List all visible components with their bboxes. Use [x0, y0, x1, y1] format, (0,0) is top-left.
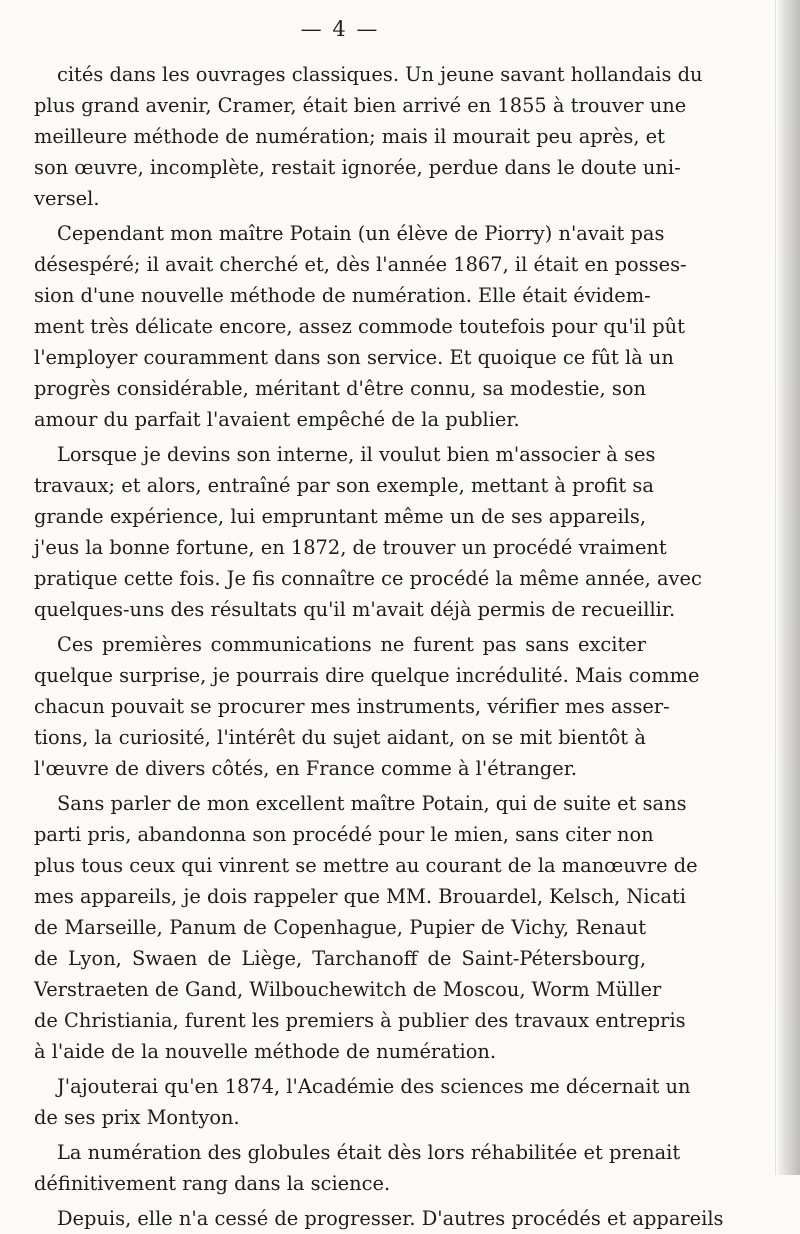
paragraph — [34, 629, 700, 784]
page-number: — 4 — — [300, 17, 380, 41]
text-line: de Marseille, Panum de Copenhague, Pupier de Vichy, Renaut — [34, 916, 646, 939]
text-line: ment très délicate encore, assez commode toutefois pour qu'il pût — [34, 315, 685, 338]
text-line: versel. — [34, 187, 100, 210]
text-line: parti pris, abandonna son procédé pour le mien, sans citer non — [34, 823, 654, 846]
text-line: Depuis, elle n'a cessé de progresser. D'autres procédés et appareils — [57, 1207, 724, 1230]
text-line: de Christiania, furent les premiers à publier des travaux entrepris — [34, 1009, 686, 1032]
text-line: quelques-uns des résultats qu'il m'avait déjà permis de recueillir. — [34, 598, 676, 621]
text-line: chacun pouvait se procurer mes instruments, vérifier mes asser- — [34, 695, 670, 718]
paragraph — [34, 218, 687, 435]
text-line: tions, la curiosité, l'intérêt du sujet aidant, on se mit bientôt à — [34, 726, 646, 749]
paragraph — [34, 59, 703, 214]
text-line: de Lyon, Swaen de Liège, Tarchanoff de Saint-Pétersbourg, — [34, 947, 646, 970]
text-line: grande expérience, lui empruntant même un de ses appareils, — [34, 505, 646, 528]
text-line: à l'aide de la nouvelle méthode de numération. — [34, 1040, 497, 1063]
text-line: sion d'une nouvelle méthode de numération. Elle était évidem- — [34, 284, 651, 307]
text-line: définitivement rang dans la science. — [34, 1172, 391, 1195]
text-line: Cependant mon maître Potain (un élève de Piorry) n'avait pas — [57, 222, 665, 245]
text-line: Sans parler de mon excellent maître Potain, qui de suite et sans — [57, 792, 687, 815]
text-line: La numération des globules était dès lors réhabilitée et prenait — [57, 1141, 681, 1164]
text-line: travaux; et alors, entraîné par son exemple, mettant à profit sa — [34, 474, 654, 497]
page-text — [34, 14, 724, 1234]
text-line: Verstraeten de Gand, Wilbouchewitch de Moscou, Worm Müller — [34, 978, 662, 1001]
paragraph — [34, 1203, 724, 1234]
paragraphs-container — [34, 59, 724, 1234]
text-line: l'œuvre de divers côtés, en France comme à l'étranger. — [34, 757, 577, 780]
text-line: amour du parfait l'avaient empêché de la publier. — [34, 408, 520, 431]
text-line: mes appareils, je dois rappeler que MM. Brouardel, Kelsch, Nicati — [34, 885, 687, 908]
text-line: l'employer couramment dans son service. Et quoique ce fût là un — [34, 346, 674, 369]
text-line: désespéré; il avait cherché et, dès l'année 1867, il était en posses- — [34, 253, 687, 276]
text-line: J'ajouterai qu'en 1874, l'Académie des sciences me décernait un — [57, 1075, 691, 1098]
text-line: plus tous ceux qui vinrent se mettre au courant de la manœuvre de — [34, 854, 698, 877]
text-line: de ses prix Montyon. — [34, 1106, 240, 1129]
paragraph — [34, 1137, 681, 1199]
text-line: j'eus la bonne fortune, en 1872, de trouver un procédé vraiment — [34, 536, 667, 559]
paragraph — [34, 788, 698, 1067]
text-line: pratique cette fois. Je fis connaître ce procédé la même année, avec — [34, 567, 702, 590]
page-edge-line — [775, 0, 776, 1175]
text-line: cités dans les ouvrages classiques. Un jeune savant hollandais du — [57, 63, 703, 86]
text-line: meilleure méthode de numération; mais il mourait peu après, et — [34, 125, 665, 148]
text-line: progrès considérable, méritant d'être connu, sa modestie, son — [34, 377, 646, 400]
text-line: son œuvre, incomplète, restait ignorée, perdue dans le doute uni- — [34, 156, 681, 179]
page-edge-shadow — [778, 0, 800, 1175]
text-line: Ces premières communications ne furent pas sans exciter — [57, 633, 646, 656]
paragraph — [34, 439, 702, 625]
paragraph — [34, 1071, 691, 1133]
text-line: Lorsque je devins son interne, il voulut bien m'associer à ses — [57, 443, 656, 466]
text-line: plus grand avenir, Cramer, était bien arrivé en 1855 à trouver une — [34, 94, 687, 117]
text-line: quelque surprise, je pourrais dire quelque incrédulité. Mais comme — [34, 664, 700, 687]
